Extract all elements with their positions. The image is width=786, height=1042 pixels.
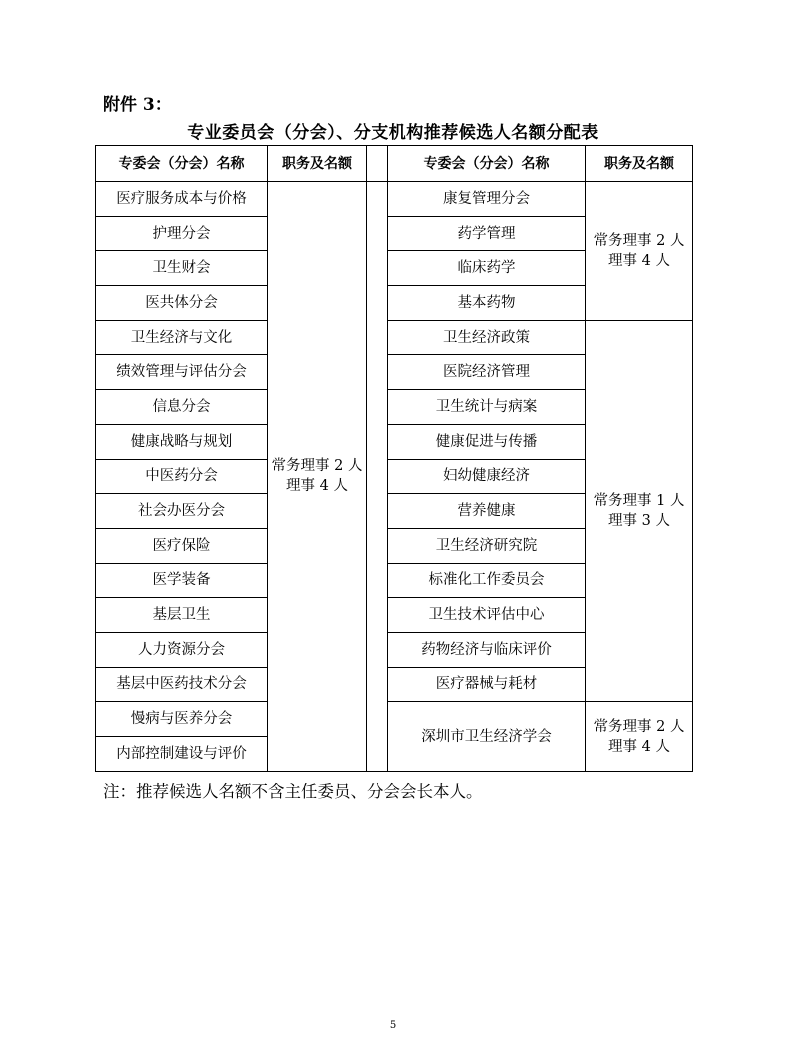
right-committee-cell: 卫生技术评估中心 — [388, 598, 586, 633]
left-committee-cell: 健康战略与规划 — [96, 424, 268, 459]
right-quota3-line2: 理事 4 人 — [608, 738, 670, 755]
left-committee-cell: 医共体分会 — [96, 286, 268, 321]
right-committee-cell: 深圳市卫生经济学会 — [388, 702, 586, 771]
left-committee-cell: 卫生经济与文化 — [96, 320, 268, 355]
table-header-row — [96, 146, 693, 182]
left-quota-line1: 常务理事 2 人 — [271, 458, 363, 475]
column-gap — [367, 182, 388, 772]
right-committee-cell: 药物经济与临床评价 — [388, 632, 586, 667]
left-quota-line2: 理事 4 人 — [286, 478, 348, 495]
left-committee-cell: 绩效管理与评估分会 — [96, 355, 268, 390]
header-right-committee: 专委会（分会）名称 — [388, 146, 586, 182]
left-committee-cell: 内部控制建设与评价 — [96, 737, 268, 772]
right-quota1-line1: 常务理事 2 人 — [593, 232, 685, 249]
right-quota2-line2: 理事 3 人 — [608, 513, 670, 530]
right-committee-cell: 卫生统计与病案 — [388, 390, 586, 425]
footnote: 注：推荐候选人名额不含主任委员、分会会长本人。 — [103, 782, 483, 801]
header-right-quota: 职务及名额 — [586, 146, 693, 182]
right-committee-cell: 标准化工作委员会 — [388, 563, 586, 598]
attachment-label: 附件 3： — [103, 95, 172, 115]
left-committee-cell: 医学装备 — [96, 563, 268, 598]
left-committee-cell: 医疗服务成本与价格 — [96, 182, 268, 217]
table-row — [96, 182, 693, 217]
right-committee-cell: 临床药学 — [388, 251, 586, 286]
table-row — [96, 320, 693, 355]
right-committee-cell: 卫生经济研究院 — [388, 528, 586, 563]
right-quota-cell-group3 — [586, 702, 693, 771]
right-quota-cell-group1 — [586, 182, 693, 321]
right-committee-cell: 健康促进与传播 — [388, 424, 586, 459]
table-row — [96, 702, 693, 737]
right-committee-cell: 医院经济管理 — [388, 355, 586, 390]
left-committee-cell: 中医药分会 — [96, 459, 268, 494]
column-gap — [367, 146, 388, 182]
page-number: 5 — [389, 1020, 397, 1031]
left-quota-cell — [268, 182, 367, 772]
left-committee-cell: 信息分会 — [96, 390, 268, 425]
left-committee-cell: 基层卫生 — [96, 598, 268, 633]
right-quota3-line1: 常务理事 2 人 — [593, 718, 685, 735]
left-committee-cell: 基层中医药技术分会 — [96, 667, 268, 702]
right-committee-cell: 妇幼健康经济 — [388, 459, 586, 494]
right-committee-cell: 医疗器械与耗材 — [388, 667, 586, 702]
table-title: 专业委员会（分会）、分支机构推荐候选人名额分配表 — [187, 123, 599, 143]
left-committee-cell: 护理分会 — [96, 216, 268, 251]
left-committee-cell: 社会办医分会 — [96, 494, 268, 529]
right-quota-cell-group2 — [586, 320, 693, 702]
right-quota1-line2: 理事 4 人 — [608, 252, 670, 269]
right-committee-cell: 营养健康 — [388, 494, 586, 529]
left-committee-cell: 医疗保险 — [96, 528, 268, 563]
right-committee-cell: 药学管理 — [388, 216, 586, 251]
left-committee-cell: 慢病与医养分会 — [96, 702, 268, 737]
right-quota2-line1: 常务理事 1 人 — [593, 493, 685, 510]
right-committee-cell: 基本药物 — [388, 286, 586, 321]
right-committee-cell: 卫生经济政策 — [388, 320, 586, 355]
left-committee-cell: 卫生财会 — [96, 251, 268, 286]
left-committee-cell: 人力资源分会 — [96, 632, 268, 667]
quota-allocation-table — [95, 145, 693, 772]
header-left-committee: 专委会（分会）名称 — [96, 146, 268, 182]
right-committee-cell: 康复管理分会 — [388, 182, 586, 217]
header-left-quota: 职务及名额 — [268, 146, 367, 182]
